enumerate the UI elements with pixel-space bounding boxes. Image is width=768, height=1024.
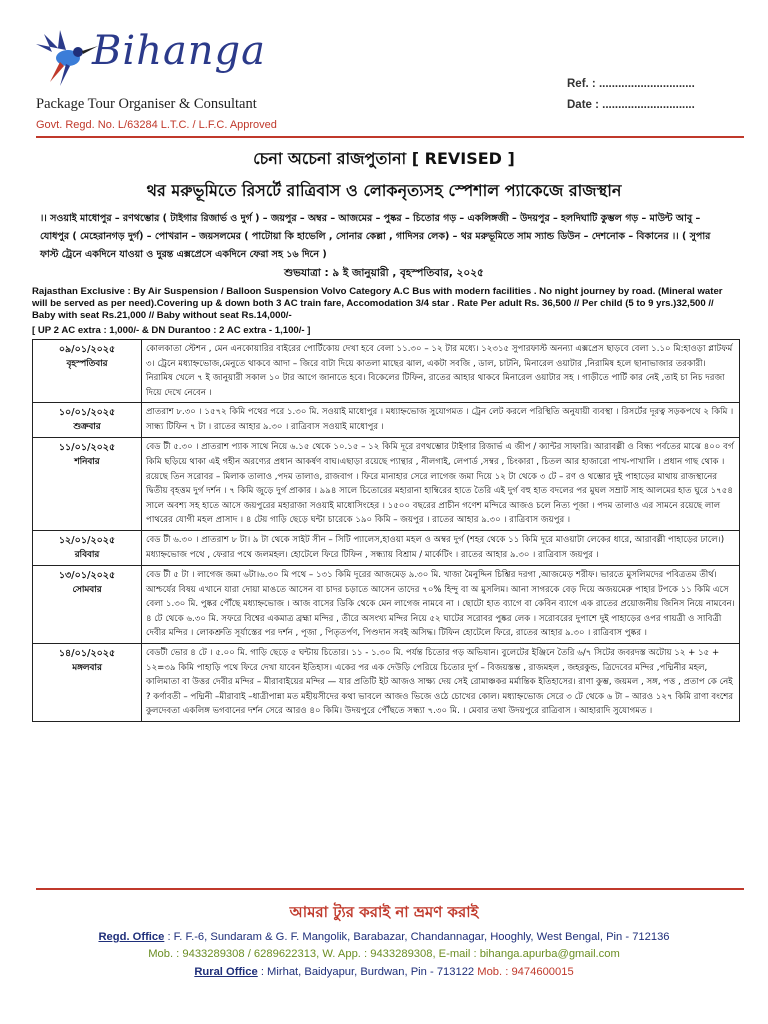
regd-office-label: Regd. Office bbox=[98, 931, 165, 943]
itinerary-row bbox=[33, 643, 740, 721]
itinerary-weekday: শনিবার bbox=[74, 457, 100, 468]
itinerary-date: ০৯/০১/২০২৫ bbox=[58, 344, 116, 355]
slogan: আমরা ট্যুর করাই না ভ্রমণ করাই bbox=[289, 903, 479, 921]
itinerary-weekday: বৃহস্পতিবার bbox=[66, 359, 108, 369]
brand-tagline: Package Tour Organiser & Consultant bbox=[36, 96, 257, 112]
itinerary-details: বেড টী ৫ টা । লাগেজ জমা ৬টা।৬.৩০ মি পথে – ১৩১ কিমি দূরের আজমেড় ৯.৩০ মি. খাজা মৈনুদ্দিন চিশ্তির দরগা ,আজমেড় শরীফ। ভারতে মুসলিমদের পবিত্রতম তীর্থ। আশ্চর্যের বিষয় এখানে যারা দোয়া মাঙতে আসেন বা চাদর চড়াতে আসেন তাদের ৭০% হিন্দু বা অ মুসলিম। আনা সাগরকে বেড় দিয়ে অজয়মেরু পাহার টপকে ১১ কিমি এসে বেলা ১.৩০ মি. পুষ্কর পৌঁছে মধ্যাহ্নভোজ । আজ বাসের ডিকি থেকে মেন লাগেজ নামবে না । ছোটো হাত ব্যাগে বা কেবিন ব্যাগে এক রাতের প্রয়োজনীয় জিনিস নিয়ে নামবেন। ৪ টে থেকে ৬.৩০ মি. সফরে বিশ্বের একমাত্র ব্রহ্মা মন্দির , তীরে অসংখ্য মন্দির নিয়ে ৫২ ঘাটের সরোবর পুষ্কর লেক । সরোবরের দুপাশে দুই পাহাড়ের ওপর গায়ত্রী ও সাবিত্রী দেবীর মন্দির । লোকশ্রুতি সূর্যাস্তের পর দর্শন , পূজা , পিতৃতর্পণ, পিণ্ডদান সবই অসিদ্ধ। টিফিন হোটেলে ফিরে, রাতের আহার ৯.৩০ । রাত্রিবাস পুষ্কর । bbox=[142, 565, 740, 643]
itinerary-weekday: মঙ্গলবার bbox=[72, 662, 102, 673]
itinerary-day-cell bbox=[33, 530, 142, 565]
ref-field: Ref. : .............................. bbox=[567, 78, 695, 90]
rural-office-label: Rural Office bbox=[194, 966, 258, 978]
itinerary-day-cell bbox=[33, 340, 142, 403]
rural-office-mobile: Mob. : 9474600015 bbox=[477, 966, 574, 978]
itinerary-date: ১০/০১/২০২৫ bbox=[58, 407, 116, 419]
regd-office-address: : F. F.-6, Sundaram & G. F. Mangolik, Barabazar, Chandannagar, Hooghly, West Bengal, Pin - 712136 bbox=[167, 931, 670, 943]
package-title: থর মরুভূমিতে রিসর্টে রাত্রিবাস ও লোকনৃত্যসহ স্পেশাল প্যাকেজে রাজস্থান bbox=[146, 181, 622, 200]
header-divider bbox=[36, 136, 744, 138]
itinerary-day-cell bbox=[33, 565, 142, 643]
date-field: Date : ............................. bbox=[567, 99, 695, 111]
itinerary-date: ১৪/০১/২০২৫ bbox=[58, 647, 116, 659]
itinerary-date: ১২/০১/২০২৫ bbox=[58, 534, 116, 546]
govt-registration: Govt. Regd. No. L/63284 L.T.C. / L.F.C. Approved bbox=[36, 119, 277, 131]
itinerary-row bbox=[33, 340, 740, 403]
itinerary-row bbox=[33, 565, 740, 643]
itinerary-day-cell bbox=[33, 403, 142, 438]
rural-office-address: : Mirhat, Baidyapur, Burdwan, Pin - 713122 bbox=[260, 966, 475, 978]
route-description: ।। সওয়াই মাধোপুর – রণথম্ভোর ( টাইগার রিজার্ভ ও দুর্গ ) – জয়পুর – অম্বর – আজমের – পুষ্কর – চিতোর গড় – একলিঙ্গজী – উদয়পুর – হলদিঘাটি কুম্ভল গড় – মাউন্ট আবু – যোধপুর ( মেহেরানগড় দুর্গ) – পোখরান – জয়সলমের ( পাটোয়া কি হাভেলি , সোনার কেল্লা , গাদিসর লেক) – থর মরুভূমিতে সাম স্যান্ড ডিউন – দেশনোক – বিকানের ।। ( সুপার ফাস্ট ট্রেনে একদিনে যাওয়া ও দুরন্ত এক্সপ্রেসে একদিনে ফেরা সহ ১৬ দিনে ) bbox=[40, 213, 711, 260]
itinerary-day-cell bbox=[33, 643, 142, 721]
rural-office bbox=[0, 966, 768, 978]
itinerary-details: প্রাতরাশ ৮.৩০ । ১৫৭২ কিমি পথের পরে ১.৩০ মি. সওয়াই মাধোপুর । মধ্যাহ্নভোজ সুযোগমত । ট্রেন লেট করলে পরিস্থিতি অনুযায়ী ব্যবস্থা । রিসর্টের দূরত্ব সড়কপথে ২ কিমি । সান্ধ্য টিফিন ৭ টা । রাতের আহার ৯.৩০ । রাত্রিবাস সওয়াই মাধোপুর । bbox=[142, 403, 740, 438]
itinerary-row bbox=[33, 403, 740, 438]
itinerary-date: ১৩/০১/২০২৫ bbox=[58, 569, 116, 581]
footer-divider bbox=[36, 888, 744, 890]
contact-line: Mob. : 9433289308 / 6289622313, W. App. : 9433289308, E-mail : bihanga.apurba@gmail.com bbox=[148, 948, 620, 960]
brand-name: Bihanga bbox=[92, 28, 267, 74]
itinerary-details: বেডটী ভোর ৪ টে । ৫.০০ মি. গাড়ি ছেড়ে ৫ ঘন্টায় চিতোর। ১১ - ১.৩০ মি. পর্যন্ত চিতোর গড় অভিযান। বুলেটের ইঞ্জিনে তৈরি ৬/৭ সিটের জবরদস্ত অটোয় ১২ + ১৫ + ১২=৩৯ কিমি পাহাড়ি পথে ফিরে দেখা যাবেন ইতিহাস। একের পর এক দেউড়ি পেরিয়ে চিতোর দুর্গ – বিজয়স্তম্ভ , রাজমহল , জহরকুন্ড, ত্রিদেবের মন্দির ,পদ্মিনীর মহল, কালিমাতা বা উত্তর দেবীর মন্দির – মীরাবাইয়ের মন্দির — যার প্রতিটি ইট আজও সাক্ষ্য দেয় সেই রোমাঞ্চকর মর্মান্তিক ইতিহাসের। রাণা কুম্ভ, জয়মল , সঙ্গ, পত্ত , প্রতাপ কে নেই ? কর্ণাবতী – পদ্মিনী –মীরাবাই –ধাত্রীপান্না মত মহীয়সীদের কথা ভাবলে আজও ভিজে ওঠে চোখের কোল। মধ্যাহ্নভোজ সেরে ৩ টে থেকে ৬ টা – আরও ১২৭ কিমি রাণা বংশের কুলদেবতা একলিঙ্গ ভগবানের দর্শন সেরে আরও ৪০ কিমি। উদয়পুরে পৌঁছতে সন্ধ্যা ৭.৩০ মি. । মেবার তথা উদয়পুরে রাত্রিবাস । আহারাদি সুযোগমত । bbox=[142, 643, 740, 721]
itinerary-weekday: রবিবার bbox=[74, 549, 100, 560]
itinerary-row bbox=[33, 530, 740, 565]
fare-extra-line: [ UP 2 AC extra : 1,000/- & DN Durantoo : 2 AC extra - 1,100/- ] bbox=[32, 325, 311, 336]
departure-date: শুভযাত্রা : ৯ ই জানুয়ারী , বৃহস্পতিবার, ২০২৫ bbox=[284, 267, 484, 279]
itinerary-weekday: সোমবার bbox=[72, 584, 102, 595]
hummingbird-logo bbox=[30, 24, 100, 90]
package-details-english: Rajasthan Exclusive : By Air Suspension / Balloon Suspension Volvo Category A.C Bus with modern facilities . No night journey by road. (Mineral water will be served as per need).Covering up & down both 3 AC train fare, Accomodation 3/4 star . Rate Per adult Rs. 36,500 // Per child (5 to 9 yrs.)32,500 // Baby with seat Rs.21,000 // Baby without seat Rs.14,000/- bbox=[32, 286, 723, 322]
regd-office bbox=[0, 931, 768, 943]
itinerary-date: ১১/০১/২০২৫ bbox=[58, 442, 116, 454]
itinerary-details: বেড টী ৬.৩০ । প্রাতরাশ ৮ টা। ৯ টা থেকে সাইট সীন – সিটি প্যালেস,হাওয়া মহল ও অম্বর দুর্গ (শহর থেকে ১১ কিমি দূরে মাওয়াটা লেকের ধারে, আরাবল্লী পাহাড়ের ঢালে।) মধ্যাহ্নভোজ পথে , ফেরার পথে জলমহল। হোটেলে ফিরে টিফিন , সন্ধ্যায় বিশ্রাম / মার্কেটিং । রাতের আহার ৯.৩০ । রাত্রিবাস জয়পুর । bbox=[142, 530, 740, 565]
itinerary-details: বেড টী ৫.৩০ । প্রাতরাশ প্যাক সাথে নিয়ে ৬.১৫ থেকে ১০.১৫ – ১২ কিমি দূরে রণথম্ভোর টাইগার রিজার্ভ এ জীপ / ক্যান্টর সাফারি। আরাবল্লী ও বিন্ধ্য পর্বতের মাঝে ৪০০ বর্গ কিমি ছড়িয়ে থাকা এই গহীন অরণ্যের প্রধান আকর্ষণ বাঘ।এছাড়া রয়েছে প্যান্থার , নীলগাই, লেপার্ড ,সম্বর , চিংকারা , চিতল আর হাজারো পাখ-পাখালি । প্রধান গাছ থোক । রয়েছে তিন সরোবর – মিলাক তালাও ,পদম তালাও, রাজবাগ । ফিরে মানাহার সেরে লাগেজ জমা দিয়ে ১২ টা থেকে ৩ টে – রণ ও থম্ভোর দুই পাহাড়ের মাথায় রাজস্থানের দ্বিতীয় বৃহত্তম দুর্গ দর্শন । ৭ কিমি জুড়ে দুর্গ প্রাকার । ৯৯৪ সালে চিতোরের মহারানা হাম্বিরের হাতে তৈরি এই দুর্গ বহু হাত বদলের পর মুঘল সম্রাট সাহ আলমের হাত ঘুরে ১৭৫৪ সালে অবশ্য সহ হাতে আসে জয়পুরের মহারাজা সওয়াই মাধোসিংহের । ১৫০০ বছরের প্রাচীন গণেশ মন্দিরে আজও চলে নিত্য পূজা । পদম তালাও এর সামনে রয়েছে লাল পাথরের যোগী মহল প্রাসাদ । ৪ টেয় গাড়ি ছেড়ে ঘন্টা চারেকে ১৯০ কিমি – জয়পুর । রাতের আহার ৯.৩০ । রাত্রিবাস জয়পুর । bbox=[142, 438, 740, 531]
itinerary-day-cell bbox=[33, 438, 142, 531]
itinerary-details: কোলকাতা স্টেশন , মেন এনকোয়ারির বাইরের পোর্টিকোয় দেখা হবে বেলা ১১.৩০ – ১২ টার মধ্যে। ১২৩১৫ সুপারফাস্ট অনন্যা এক্সপ্রেস ছাড়বে বেলা ১.১০ মি:হাওড়া প্লাটফর্ম ৩। ট্রেনে মধ্যাহ্নভোজ,মেনুতে থাকবে আদা – জিরে বাটা দিয়ে কাতলা মাছের ঝাল, একটা সবজি , ডাল, চাটনি, মিনারেল ওয়াটার ,নিরামিষ হলে ছানাভাজার তরকারী। নিরামিষ খেলে ৭ ই জানুয়ারী সকাল ১০ টার আগে জানাতে হবে। বিকেলের টিফিন, রাতের আহার থাকবে মিনারেল ওয়াটার সহ । গাড়ীতে পার্টি কার নেই ,তাই চা নিচ দরজা দিয়ে দেখে নেবেন । bbox=[142, 340, 740, 403]
itinerary-weekday: শুক্রবার bbox=[73, 422, 101, 433]
itinerary-table bbox=[32, 339, 740, 722]
itinerary-row bbox=[33, 438, 740, 531]
tour-title: চেনা অচেনা রাজপুতানা [ REVISED ] bbox=[253, 149, 515, 168]
